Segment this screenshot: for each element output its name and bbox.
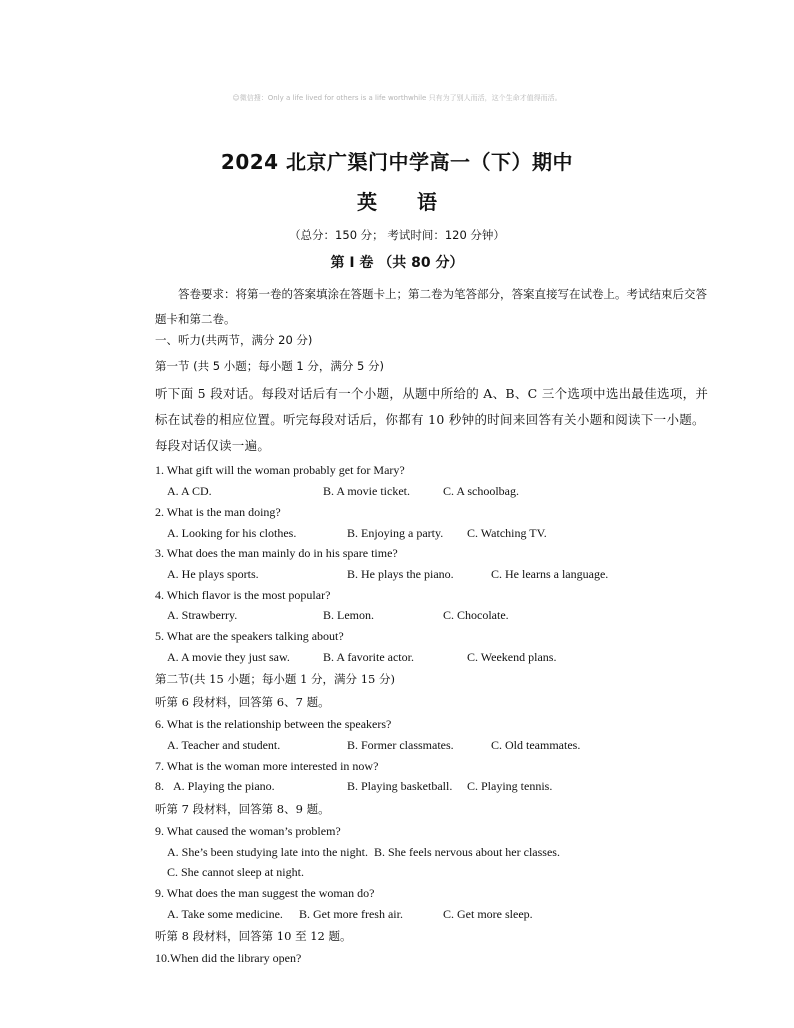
q2-option-b: B. Enjoying a party. bbox=[347, 526, 444, 540]
question-7: 7. What is the woman more interested in now? bbox=[155, 759, 379, 773]
question-10: 10.When did the library open? bbox=[155, 951, 302, 965]
question-3: 3. What does the man mainly do in his spare time? bbox=[155, 546, 398, 560]
subject-char-2: 语 bbox=[417, 190, 437, 214]
q3-option-c: C. He learns a language. bbox=[491, 567, 609, 581]
watermark-text: ☺微信搜：Only a life lived for others is a life worthwhile 只有为了别人而活，这个生命才值得而活。 bbox=[232, 94, 562, 102]
question-9-second: 9. What does the man suggest the woman do? bbox=[155, 886, 375, 900]
q4-option-a: A. Strawberry. bbox=[167, 608, 238, 622]
q9-second-option-b: B. Get more fresh air. bbox=[299, 907, 403, 921]
q2-option-a: A. Looking for his clothes. bbox=[167, 526, 297, 540]
answer-requirement: 答卷要求：将第一卷的答案填涂在答题卡上；第二卷为笔答部分，答案直接写在试卷上。考试结束后交答题卡和第二卷。 bbox=[155, 287, 707, 326]
q8-option-b: B. Playing basketball. bbox=[347, 779, 453, 793]
section-heading: 一、听力(共两节，满分 20 分) bbox=[155, 333, 313, 347]
q9-option-c: C. She cannot sleep at night. bbox=[167, 865, 304, 879]
q6-option-b: B. Former classmates. bbox=[347, 738, 454, 752]
q3-option-b: B. He plays the piano. bbox=[347, 567, 454, 581]
q3-option-a: A. He plays sports. bbox=[167, 567, 259, 581]
subsection-2-heading: 第二节(共 15 小题；每小题 1 分，满分 15 分) bbox=[155, 672, 395, 686]
q4-option-c: C. Chocolate. bbox=[443, 608, 509, 622]
q9-option-b: B. She feels nervous about her classes. bbox=[374, 845, 560, 859]
q5-option-b: B. A favorite actor. bbox=[323, 650, 414, 664]
q9-second-option-a: A. Take some medicine. bbox=[167, 907, 283, 921]
q1-option-c: C. A schoolbag. bbox=[443, 484, 520, 498]
q6-option-c: C. Old teammates. bbox=[491, 738, 581, 752]
q6-option-a: A. Teacher and student. bbox=[167, 738, 281, 752]
material-8-instruction: 听第 8 段材料，回答第 10 至 12 题。 bbox=[155, 929, 352, 943]
q8-option-a: A. Playing the piano. bbox=[173, 779, 275, 793]
q8-number: 8. bbox=[155, 779, 164, 793]
subsection-1-heading: 第一节 (共 5 小题；每小题 1 分，满分 5 分) bbox=[155, 359, 385, 373]
q4-option-b: B. Lemon. bbox=[323, 608, 374, 622]
question-6: 6. What is the relationship between the speakers? bbox=[155, 717, 392, 731]
question-4: 4. Which flavor is the most popular? bbox=[155, 588, 331, 602]
material-6-instruction: 听第 6 段材料，回答第 6、7 题。 bbox=[155, 695, 330, 709]
q8-option-c: C. Playing tennis. bbox=[467, 779, 553, 793]
q9-second-option-c: C. Get more sleep. bbox=[443, 907, 533, 921]
exam-info: （总分：150 分； 考试时间：120 分钟） bbox=[289, 228, 505, 242]
q2-option-c: C. Watching TV. bbox=[467, 526, 547, 540]
q1-option-b: B. A movie ticket. bbox=[323, 484, 410, 498]
part-heading: 第 I 卷 （共 80 分） bbox=[330, 255, 464, 271]
q5-option-c: C. Weekend plans. bbox=[467, 650, 557, 664]
q1-option-a: A. A CD. bbox=[167, 484, 212, 498]
listening-instructions: 听下面 5 段对话。每段对话后有一个小题，从题中所给的 A、B、C 三个选项中选出最佳选项，并标在试卷的相应位置。听完每段对话后，你都有 10 秒钟的时间来回答有关小题和阅读下一小题。每段对话仅读一遍。 bbox=[155, 386, 709, 453]
material-7-instruction: 听第 7 段材料，回答第 8、9 题。 bbox=[155, 802, 330, 816]
q5-option-a: A. A movie they just saw. bbox=[167, 650, 290, 664]
question-9: 9. What caused the woman’s problem? bbox=[155, 824, 341, 838]
question-2: 2. What is the man doing? bbox=[155, 505, 281, 519]
subject-char-1: 英 bbox=[357, 190, 377, 214]
q9-option-a: A. She’s been studying late into the night. bbox=[167, 845, 368, 859]
subject-heading bbox=[0, 186, 794, 215]
page-title: 2024 北京广渠门中学高一（下）期中 bbox=[220, 150, 574, 174]
question-1: 1. What gift will the woman probably get for Mary? bbox=[155, 463, 405, 477]
question-5: 5. What are the speakers talking about? bbox=[155, 629, 344, 643]
